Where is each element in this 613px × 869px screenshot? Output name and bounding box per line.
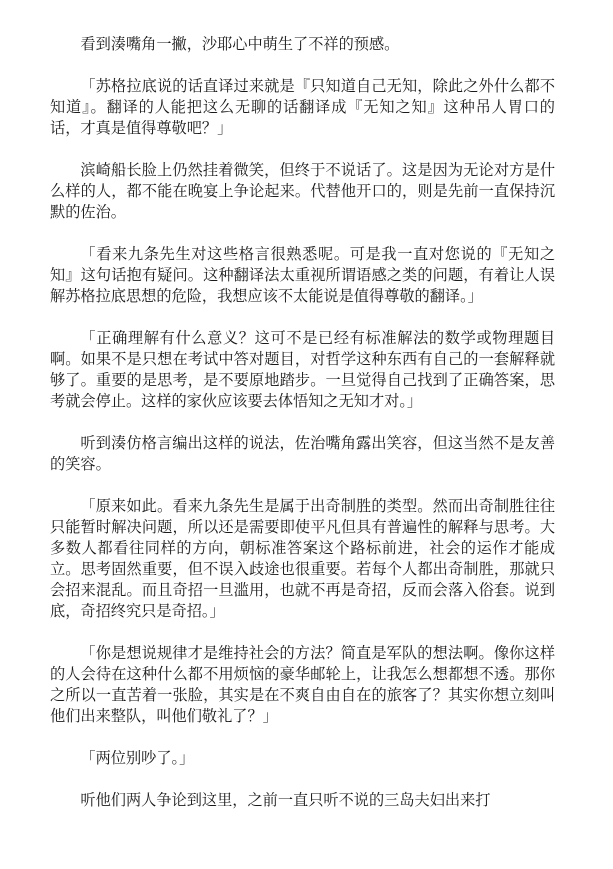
paragraph: 看到湊嘴角一撇，沙耶心中萌生了不祥的预感。 [80,35,400,53]
paragraph: 听他们两人争论到这里，之前一直只听不说的三岛夫妇出来打 [80,791,491,809]
paragraph: 「正确理解有什么意义？这可不是已经有标准解法的数学或物理题目啊。如果不是只想在考试中答对题目，对哲学这种东西有自己的一套解释就够了。重要的是思考，是不要原地踏步。一旦觉得自己找到了正确答案，思考就会停止。这样的家伙应该要去体悟知之无知才对。」 [50,329,555,410]
paragraph: 「你是想说规律才是维持社会的方法？简直是军队的想法啊。像你这样的人会待在这种什么都不用烦恼的豪华邮轮上，让我怎么想都想不透。那你之所以一直苦着一张脸，其实是在不爽自由自在的旅客了？其实你想立刻叫他们出来整队，叫他们敬礼了？」 [50,644,555,725]
book-page [50,34,555,811]
paragraph: 「原来如此。看来九条先生是属于出奇制胜的类型。然而出奇制胜往往只能暂时解决问题，所以还是需要即使平凡但具有普遍性的解释与思考。大多数人都看往同样的方向，朝标准答案这个路标前进，社会的运作才能成立。思考固然重要，但不误入歧途也很重要。若每个人都出奇制胜，那就只会招来混乱。而且奇招一旦滥用，也就不再是奇招，反而会落入俗套。说到底，奇招终究只是奇招。」 [50,497,555,620]
paragraph: 「看来九条先生对这些格言很熟悉呢。可是我一直对您说的『无知之知』这句话抱有疑问。这种翻译法太重视所谓语感之类的问题，有着让人误解苏格拉底思想的危险，我想应该不太能说是值得尊敬的翻译。」 [50,245,555,305]
paragraph: 「两位别吵了。」 [80,749,195,767]
paragraph: 听到湊仿格言编出这样的说法，佐治嘴角露出笑容，但这当然不是友善的笑容。 [50,434,555,473]
paragraph: 「苏格拉底说的话直译过来就是『只知道自己无知，除此之外什么都不知道』。翻译的人能把这么无聊的话翻译成『无知之知』这种吊人胃口的话，才真是值得尊敬吧？」 [50,77,555,137]
paragraph: 滨崎船长脸上仍然挂着微笑，但终于不说话了。这是因为无论对方是什么样的人，都不能在晚宴上争论起来。代替他开口的，则是先前一直保持沉默的佐治。 [50,161,555,221]
